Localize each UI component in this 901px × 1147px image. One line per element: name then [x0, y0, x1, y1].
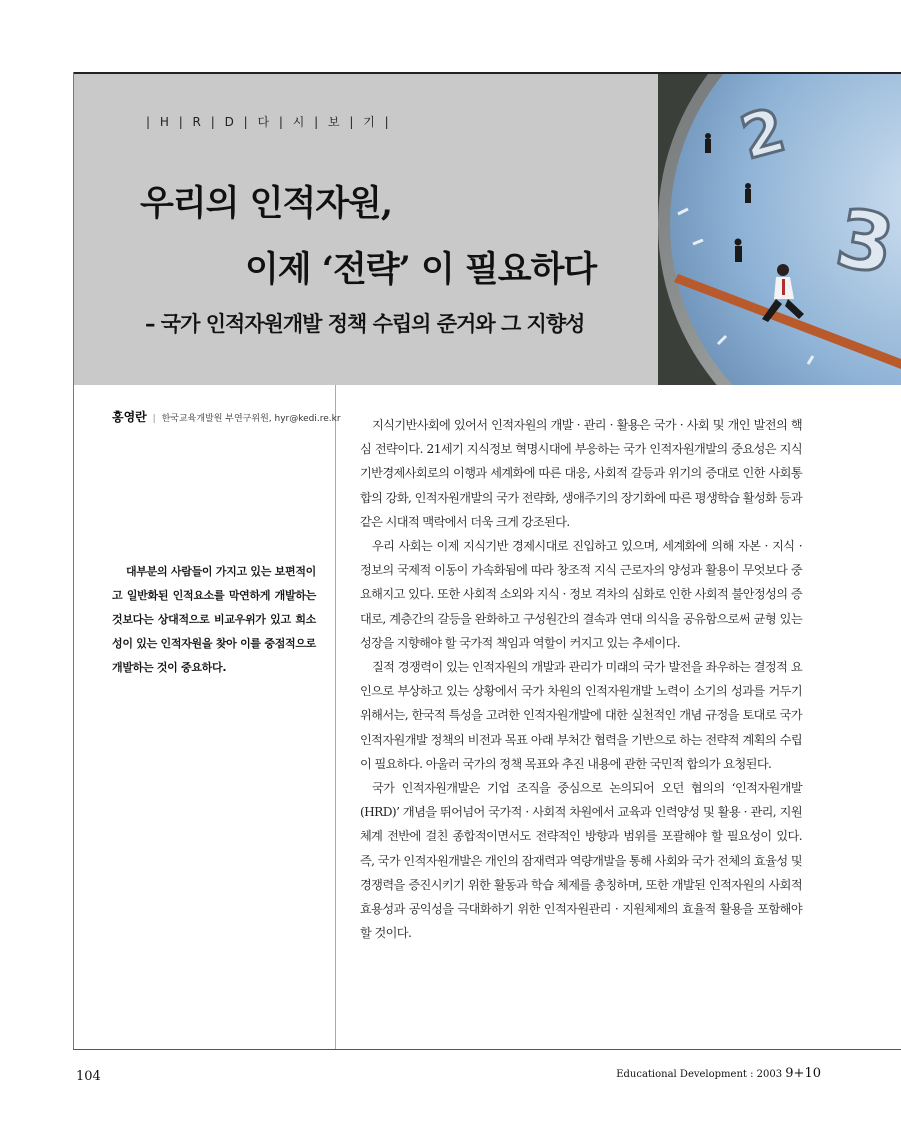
column-divider	[335, 385, 336, 1049]
svg-text:3: 3	[829, 191, 901, 293]
page-number: 104	[76, 1069, 101, 1084]
body-paragraph: 질적 경쟁력이 있는 인적자원의 개발과 관리가 미래의 국가 발전을 좌우하는 결정적 요인으로 부상하고 있는 상황에서 국가 차원의 인적자원개발 노력이 소기의 성과를 거두기 위해서는, 한국적 특성을 고려한 인적자원개발에 대한 실천적인 개념 규정을 토대로 국가 인적자원개발 정책의 비전과 목표 아래 부처간 협력을 기반으로 하는 전략적 계획의 수립이 필요하다. 아울러 국가의 정책 목표와 추진 내용에 관한 국민적 합의가 요청된다.	[360, 660, 802, 771]
author-byline	[112, 408, 341, 425]
journal-footer	[616, 1066, 821, 1081]
body-paragraph: 지식기반사회에 있어서 인적자원의 개발 · 관리 · 활용은 국가 · 사회 및 개인 발전의 핵심 전략이다. 21세기 지식정보 혁명시대에 부응하는 국가 인적자원개발의 중요성은 지식기반경제사회로의 이행과 세계화에 따른 대응, 사회적 갈등과 위기의 증대로 인한 사회통합의 강화, 인적자원개발의 국가 전략화, 생애주기의 장기화에 따른 평생학습 활성화 등과 같은 시대적 맥락에서 더욱 크게 강조된다.	[360, 418, 802, 529]
article-title-line2: 이제 ‘전략’ 이 필요하다	[245, 249, 597, 290]
article-subtitle: – 국가 인적자원개발 정책 수립의 준거와 그 지향성	[145, 312, 585, 336]
journal-issue: 9+10	[785, 1066, 821, 1081]
series-tag: | H | R | D | 다 | 시 | 보 | 기 |	[146, 115, 392, 129]
clock-runners-illustration	[658, 74, 901, 385]
journal-name: Educational Development : 2003	[616, 1069, 783, 1080]
article-body	[360, 413, 802, 945]
pull-quote: 대부분의 사람들이 가지고 있는 보편적이고 일반화된 인적요소를 막연하게 개발하는 것보다는 상대적으로 비교우위가 있고 희소성이 있는 인적자원을 찾아 이를 중점적으로 개발하는 것이 중요하다.	[112, 565, 316, 674]
author-separator: |	[152, 414, 156, 424]
bottom-rule	[73, 1049, 901, 1050]
article-title-line1: 우리의 인적자원,	[140, 183, 393, 224]
svg-text:2: 2	[733, 95, 793, 174]
author-affiliation: 한국교육개발원 부연구위원, hyr@kedi.re.kr	[161, 414, 341, 424]
body-paragraph: 우리 사회는 이제 지식기반 경제시대로 진입하고 있으며, 세계화에 의해 자본 · 지식 · 정보의 국제적 이동이 가속화됨에 따라 창조적 지식 근로자의 양성과 활용이 무엇보다 중요해지고 있다. 또한 사회적 소외와 지식 · 정보 격차의 심화로 인한 사회적 불안정성의 증대로, 계층간의 갈등을 완화하고 구성원간의 결속과 연대 의식을 공유함으로써 균형 있는 성장을 지향해야 할 국가적 책임과 역할이 커지고 있는 추세이다.	[360, 539, 802, 650]
body-paragraph: 국가 인적자원개발은 기업 조직을 중심으로 논의되어 오던 협의의 ‘인적자원개발(HRD)’ 개념을 뛰어넘어 국가적 · 사회적 차원에서 교육과 인력양성 및 활용 · 관리, 지원 체계 전반에 걸친 종합적이면서도 전략적인 방향과 범위를 포괄해야 할 필요성이 있다. 즉, 국가 인적자원개발은 개인의 잠재력과 역량개발을 통해 사회와 국가 전체의 효율성 및 경쟁력을 증진시키기 위한 활동과 학습 체제를 총칭하며, 또한 개발된 인적자원의 사회적 효용성과 공익성을 극대화하기 위한 인적자원관리 · 지원체제의 효율적 활용을 포함해야 할 것이다.	[360, 781, 802, 941]
author-name: 홍영란	[112, 410, 147, 424]
